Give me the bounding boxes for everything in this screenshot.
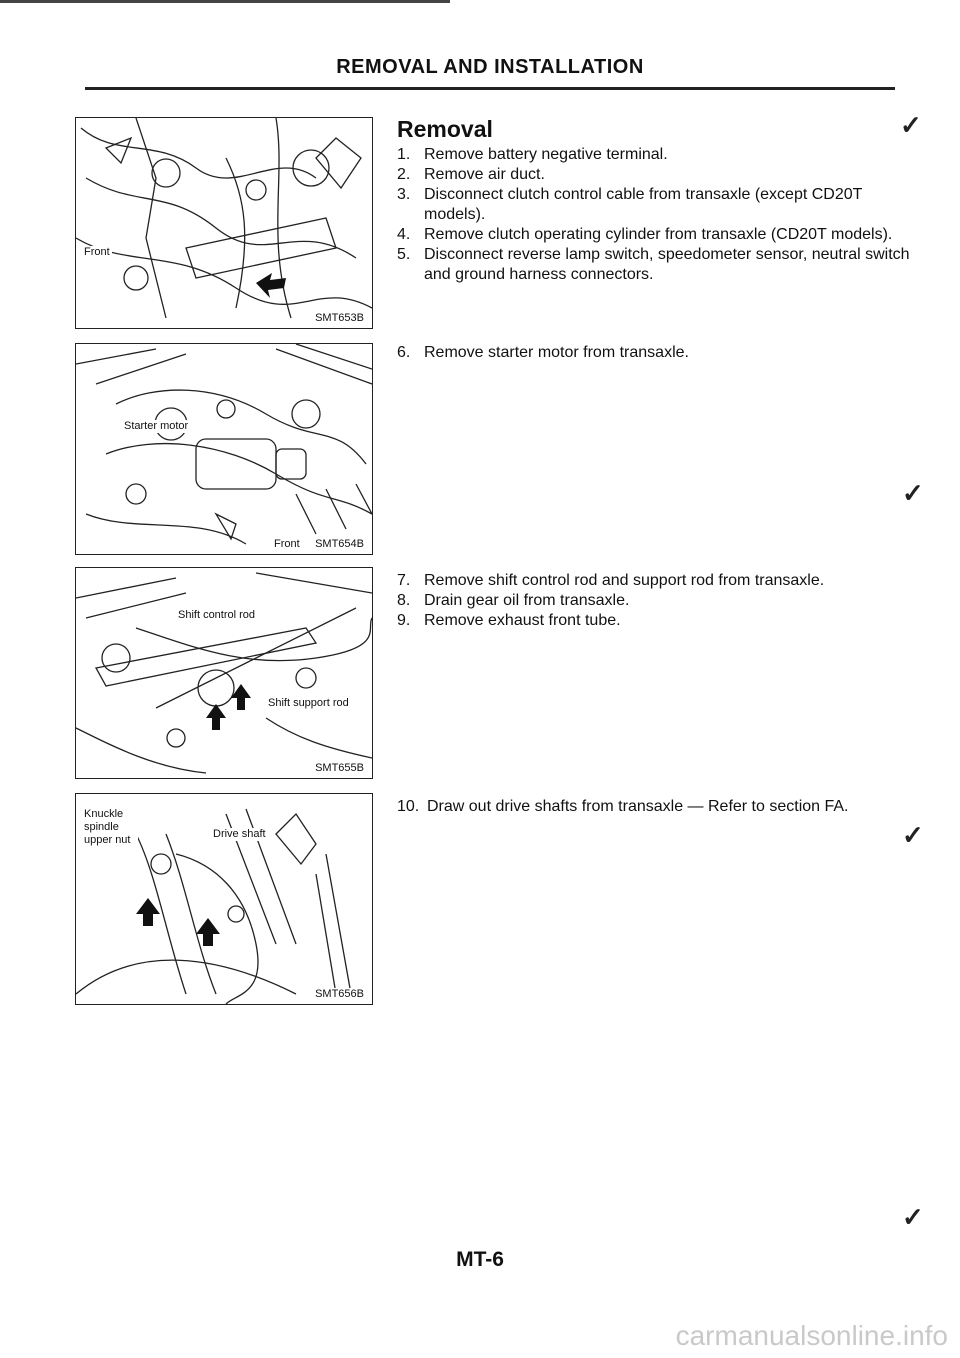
shift-rod-illustration [76, 568, 372, 778]
step-group-3 [397, 571, 914, 631]
step-7 [397, 571, 914, 591]
starter-motor-label: Starter motor [124, 420, 189, 432]
header-rule [85, 87, 895, 90]
step-text: Disconnect clutch control cable from transaxle (except CD20T models). [424, 186, 863, 223]
engine-bay-illustration [76, 118, 372, 328]
margin-check-mark: ✓ [900, 110, 922, 140]
step-text: Remove exhaust front tube. [424, 612, 621, 629]
knuckle-spindle-label: Knuckle spindle upper nut [82, 808, 138, 847]
step-4 [397, 225, 914, 245]
figure-smt655b [75, 567, 373, 779]
step-9 [397, 611, 914, 631]
margin-check-mark: ✓ [902, 478, 924, 508]
step-10 [397, 797, 917, 817]
step-text: Remove starter motor from transaxle. [424, 344, 689, 361]
step-text: Remove clutch operating cylinder from transaxle (CD20T models). [424, 226, 893, 243]
page-header: REMOVAL AND INSTALLATION [336, 56, 644, 78]
step-number: 6. [397, 344, 411, 361]
starter-motor-illustration [76, 344, 372, 554]
step-number: 7. [397, 572, 411, 589]
step-group-2 [397, 343, 914, 363]
section-title: Removal [397, 116, 493, 142]
step-1 [397, 145, 914, 165]
step-text: Draw out drive shafts from transaxle — Refer to section FA. [427, 798, 849, 815]
step-number: 10. [397, 798, 420, 815]
step-number: 2. [397, 166, 411, 183]
figure-smt653b [75, 117, 373, 329]
step-text: Remove battery negative terminal. [424, 146, 668, 163]
step-2 [397, 165, 914, 185]
figure-code: SMT656B [315, 988, 364, 1000]
step-5 [397, 245, 914, 285]
top-scan-line [0, 0, 450, 3]
figure-code: SMT653B [315, 312, 364, 324]
step-text: Drain gear oil from transaxle. [424, 592, 630, 609]
figure-smt656b [75, 793, 373, 1005]
shift-support-rod-label: Shift support rod [268, 697, 349, 709]
step-group-4 [397, 797, 917, 817]
step-number: 5. [397, 246, 411, 263]
step-number: 1. [397, 146, 411, 163]
step-number: 4. [397, 226, 411, 243]
margin-check-mark: ✓ [902, 1202, 924, 1232]
figure-code: SMT655B [315, 762, 364, 774]
step-text: Remove air duct. [424, 166, 545, 183]
step-number: 8. [397, 592, 411, 609]
margin-check-mark: ✓ [902, 820, 924, 850]
front-label: Front [274, 538, 300, 550]
watermark: carmanualsonline.info [675, 1320, 948, 1351]
step-number: 3. [397, 186, 411, 203]
step-text: Disconnect reverse lamp switch, speedometer sensor, neutral switch and ground harness connectors. [424, 246, 910, 283]
step-text: Remove shift control rod and support rod from transaxle. [424, 572, 825, 589]
step-8 [397, 591, 914, 611]
step-6 [397, 343, 914, 363]
front-label: Front [84, 246, 110, 258]
drive-shaft-label: Drive shaft [213, 828, 266, 840]
shift-control-rod-label: Shift control rod [178, 609, 256, 621]
step-3 [397, 185, 914, 225]
page-number: MT-6 [456, 1248, 504, 1271]
figure-smt654b [75, 343, 373, 555]
step-number: 9. [397, 612, 411, 629]
step-group-1 [397, 145, 914, 285]
figure-code: SMT654B [315, 538, 364, 550]
